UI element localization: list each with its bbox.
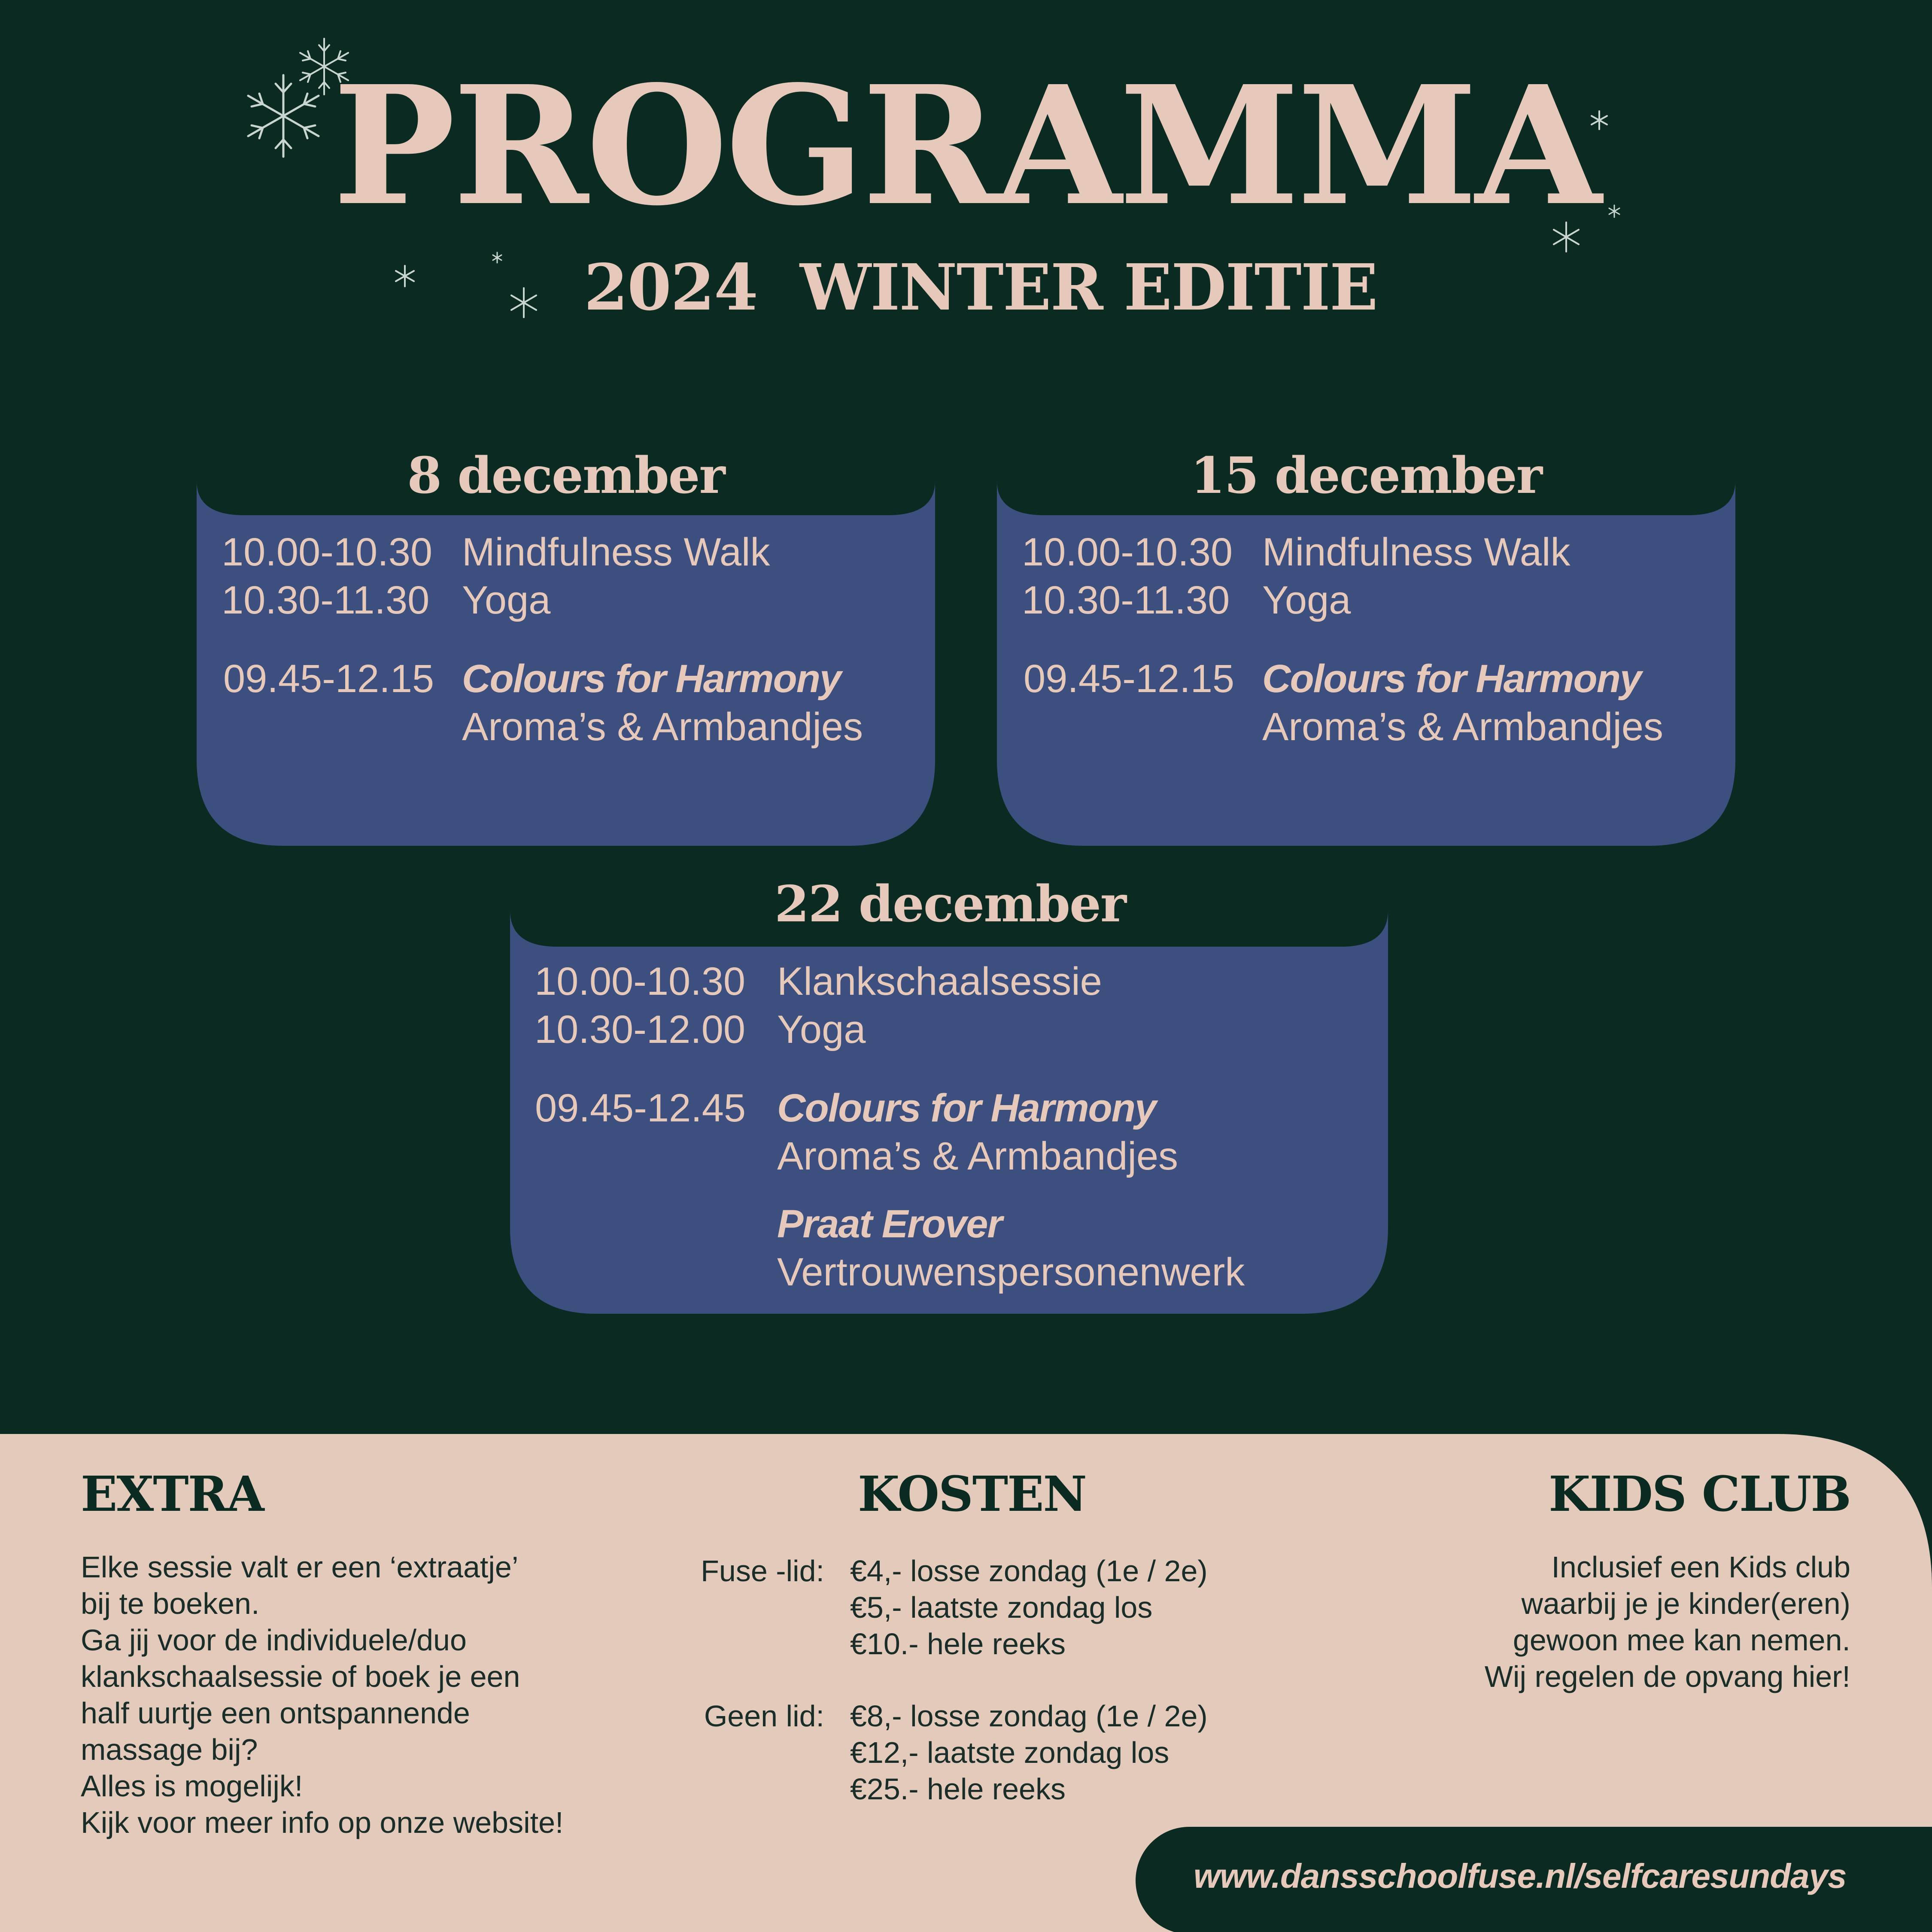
price-item: €8,- losse zondag (1e / 2e) [850, 1699, 1208, 1733]
day-date: 8 december [407, 447, 725, 505]
workshop-time: 09.45-12.15 [1024, 657, 1235, 701]
workshop-title: Colours for Harmony [462, 657, 841, 701]
price-item: €4,- losse zondag (1e / 2e) [850, 1554, 1208, 1588]
price-item: €10.- hele reeks [850, 1627, 1066, 1661]
extra-heading: EXTRA [81, 1466, 264, 1522]
day-date: 15 december [1191, 447, 1542, 505]
extra-line: half uurtje een ontspannende [81, 1696, 470, 1730]
session-activity: Yoga [777, 1008, 866, 1051]
extra-line: Elke sessie valt er een ‘extraatje’ [81, 1550, 519, 1584]
workshop-subtitle: Aroma’s & Armbandjes [777, 1134, 1179, 1178]
session-activity: Klankschaalsessie [777, 960, 1102, 1003]
session-time: 10.00-10.30 [535, 960, 746, 1003]
day-card [510, 872, 1388, 1314]
price-item: €5,- laatste zondag los [850, 1591, 1153, 1624]
snowflake-icon [491, 251, 504, 264]
snowflake-icon [507, 286, 541, 320]
session-activity: Mindfulness Walk [1262, 530, 1571, 574]
kids-club-text [1485, 1549, 1850, 1695]
session-activity: Mindfulness Walk [462, 530, 770, 574]
workshop-subtitle: Vertrouwenspersonenwerk [777, 1250, 1245, 1294]
session-time: 10.00-10.30 [222, 530, 433, 574]
snowflake-icon [393, 264, 417, 288]
workshop-subtitle: Aroma’s & Armbandjes [462, 705, 863, 749]
session-activity: Yoga [462, 578, 551, 622]
day-card [997, 442, 1735, 846]
session-time: 10.30-11.30 [222, 578, 430, 622]
kids-club-line: Wij regelen de opvang hier! [1484, 1660, 1850, 1693]
session-time: 10.00-10.30 [1022, 530, 1233, 574]
kosten-heading: KOSTEN [858, 1466, 1086, 1522]
session-time: 10.30-11.30 [1022, 578, 1230, 622]
website-link[interactable]: www.dansschoolfuse.nl/selfcaresundays [1194, 1857, 1847, 1895]
workshop-time: 09.45-12.45 [535, 1086, 746, 1130]
price-list [850, 1553, 1208, 1662]
workshop-title: Colours for Harmony [1262, 657, 1641, 701]
session-time: 10.30-12.00 [535, 1008, 746, 1051]
day-card [197, 442, 935, 846]
workshop-subtitle: Aroma’s & Armbandjes [1262, 705, 1664, 749]
day-date: 22 december [775, 875, 1126, 933]
page-title: PROGRAMMA [333, 50, 1599, 242]
extra-text [81, 1549, 563, 1841]
extra-line: klankschaalsessie of boek je een [81, 1660, 520, 1693]
workshop-title: Praat Erover [777, 1202, 1002, 1246]
extra-line: bij te boeken. [81, 1587, 260, 1620]
price-group-label: Fuse -lid: [701, 1554, 824, 1588]
workshop-time: 09.45-12.15 [223, 657, 434, 701]
kids-club-line: gewoon mee kan nemen. [1513, 1623, 1850, 1657]
extra-line: massage bij? [81, 1733, 258, 1766]
workshop-title: Colours for Harmony [777, 1086, 1156, 1130]
price-list [850, 1698, 1208, 1807]
extra-line: Ga jij voor de individuele/duo [81, 1623, 467, 1657]
extra-line: Alles is mogelijk! [81, 1769, 303, 1803]
price-item: €25.- hele reeks [850, 1772, 1066, 1806]
price-group-label: Geen lid: [704, 1699, 824, 1733]
page-subtitle: 2024 WINTER EDITIE [584, 250, 1377, 325]
kids-club-heading: KIDS CLUB [1549, 1466, 1850, 1522]
price-item: €12,- laatste zondag los [850, 1736, 1170, 1769]
session-activity: Yoga [1262, 578, 1351, 622]
kids-club-line: Inclusief een Kids club [1551, 1550, 1850, 1584]
extra-line: Kijk voor meer info op onze website! [81, 1806, 564, 1839]
kids-club-line: waarbij je je kinder(eren) [1521, 1587, 1850, 1620]
